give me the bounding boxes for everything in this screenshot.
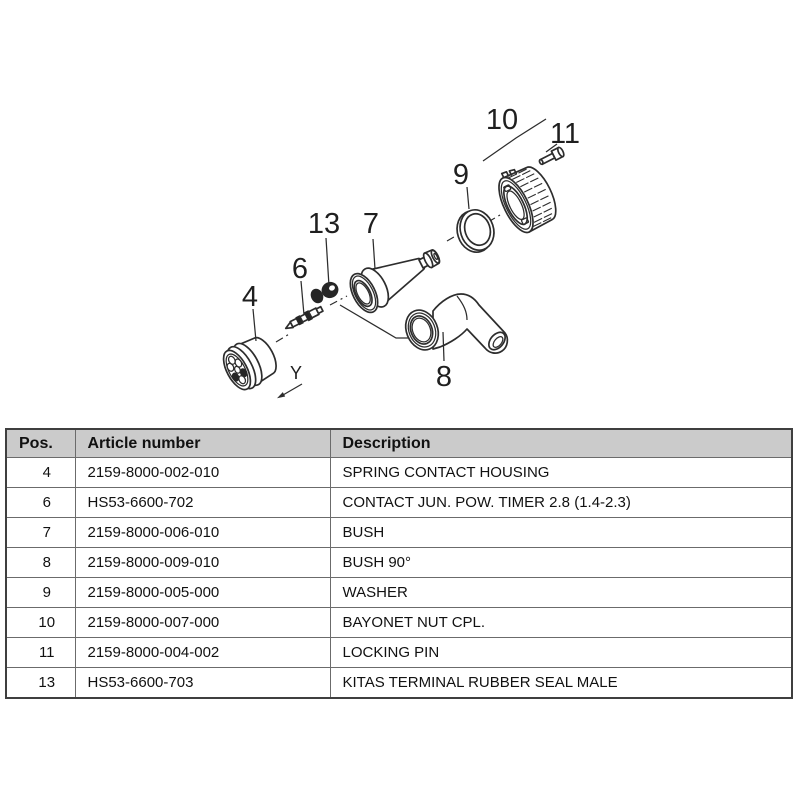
article-cell: HS53-6600-703 (75, 668, 330, 699)
callout-6: 6 (291, 253, 309, 285)
table-row (6, 458, 792, 488)
description-cell: KITAS TERMINAL RUBBER SEAL MALE (330, 668, 792, 699)
part-9-washer (452, 205, 499, 256)
article-cell: 2159-8000-009-010 (75, 548, 330, 578)
part-10-bayonet-nut (490, 158, 563, 238)
description-cell: BAYONET NUT CPL. (330, 608, 792, 638)
callout-11: 11 (549, 118, 581, 150)
article-cell: 2159-8000-004-002 (75, 638, 330, 668)
pos-cell: 8 (6, 548, 75, 578)
part-7-bush (345, 237, 448, 317)
view-label-y: Y (289, 363, 303, 383)
table-row (6, 668, 792, 699)
description-cell: BUSH 90° (330, 548, 792, 578)
article-cell: 2159-8000-006-010 (75, 518, 330, 548)
table-row (6, 518, 792, 548)
parts-table (5, 428, 793, 699)
callout-7: 7 (362, 208, 380, 240)
leader-13 (326, 238, 329, 286)
description-cell: BUSH (330, 518, 792, 548)
description-cell: LOCKING PIN (330, 638, 792, 668)
pos-cell: 10 (6, 608, 75, 638)
table-row (6, 638, 792, 668)
article-cell: 2159-8000-007-000 (75, 608, 330, 638)
callout-10: 10 (485, 104, 519, 136)
article-cell: HS53-6600-702 (75, 488, 330, 518)
part-4-spring-contact-housing (217, 331, 282, 395)
view-direction-arrow (277, 384, 302, 398)
table-row (6, 578, 792, 608)
parts-table-container (5, 428, 793, 699)
pos-cell: 7 (6, 518, 75, 548)
table-row (6, 488, 792, 518)
table-row (6, 548, 792, 578)
pos-cell: 4 (6, 458, 75, 488)
pos-cell: 9 (6, 578, 75, 608)
pos-cell: 6 (6, 488, 75, 518)
callout-4: 4 (241, 281, 259, 313)
part-13-rubber-seal (309, 280, 340, 305)
leader-7 (373, 239, 375, 269)
article-cell: 2159-8000-002-010 (75, 458, 330, 488)
header-pos: Pos. (6, 429, 75, 458)
part-8-bush-90 (400, 294, 508, 355)
description-cell: CONTACT JUN. POW. TIMER 2.8 (1.4-2.3) (330, 488, 792, 518)
pos-cell: 11 (6, 638, 75, 668)
header-article-number: Article number (75, 429, 330, 458)
callout-13: 13 (307, 208, 341, 240)
callout-9: 9 (452, 159, 470, 191)
header-description: Description (330, 429, 792, 458)
leader-4 (253, 309, 256, 341)
table-header-row (6, 429, 792, 458)
leader-6 (301, 281, 304, 315)
article-cell: 2159-8000-005-000 (75, 578, 330, 608)
callout-8: 8 (435, 361, 453, 393)
description-cell: WASHER (330, 578, 792, 608)
description-cell: SPRING CONTACT HOUSING (330, 458, 792, 488)
table-row (6, 608, 792, 638)
callout-labels (242, 104, 580, 393)
pos-cell: 13 (6, 668, 75, 699)
